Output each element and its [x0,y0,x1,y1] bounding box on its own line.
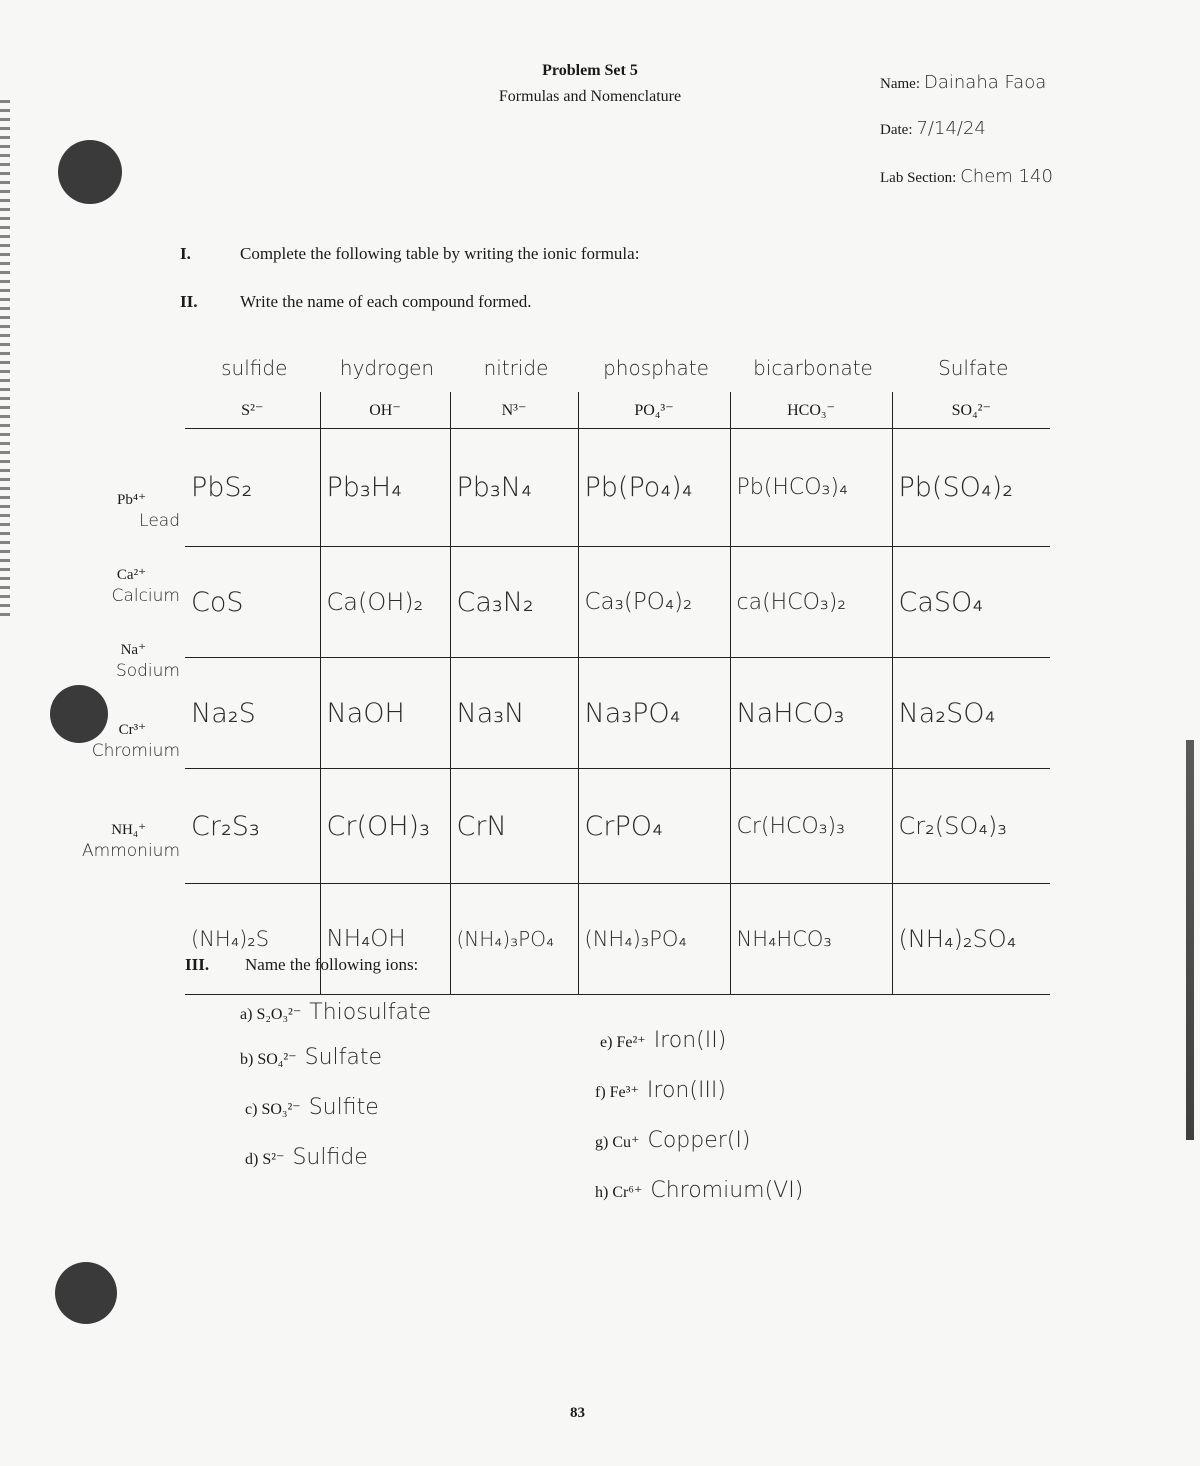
formula-cell: Pb(SO₄)₂ [892,429,1050,547]
cation-name: Ammonium [82,841,180,861]
anion-name: hydrogen [339,356,435,380]
anion-name: nitride [483,356,549,380]
page-number: 83 [570,1405,585,1421]
ion-label: f) [595,1084,606,1101]
section-3-heading [185,955,418,975]
ion-label: h) [595,1184,609,1201]
formula-cell: Na₂SO₄ [892,658,1050,769]
ion-answer: Iron(III) [646,1078,726,1103]
page-title: Problem Set 5 [542,62,638,79]
table-row-sodium [185,658,1050,769]
cation-symbol: Ca²⁺ [116,567,146,583]
instruction-2 [180,292,532,312]
cation-name: Sodium [115,661,180,681]
cation-symbol: Cr³⁺ [118,722,146,738]
scan-edge-right [1186,740,1194,1140]
section-3-text: Name the following ions: [245,955,419,974]
formula-cell: PbS₂ [185,429,320,547]
ion-answer: Chromium(VI) [650,1178,804,1203]
name-field [880,72,1046,93]
formula-cell: (NH₄)₃PO₄ [450,884,578,995]
formula-cell: NH₄OH [320,884,450,995]
ion-formula: Cu⁺ [612,1134,640,1151]
formula-cell: NH₄HCO₃ [730,884,892,995]
scan-edge-left [0,100,10,620]
instruction-1-number: I. [180,244,191,263]
formula-cell: NaHCO₃ [730,658,892,769]
ion-formula: SO₃²⁻ [261,1101,301,1118]
cation-symbol: Na⁺ [120,642,146,658]
binder-hole-bottom [55,1262,117,1324]
formula-cell: Pb(HCO₃)₄ [730,429,892,547]
instruction-1-text: Complete the following table by writing the ionic formula: [240,244,640,263]
formula-cell: CaSO₄ [892,547,1050,658]
formula-cell: NaOH [320,658,450,769]
formula-cell: Na₃N [450,658,578,769]
formula-cell: (NH₄)₂S [185,884,320,995]
anion-formula: SO₄²⁻ [951,402,991,419]
instruction-1 [180,244,639,264]
formula-cell: CrN [450,769,578,884]
ion-item-c [245,1095,379,1120]
ion-answer: Sulfide [292,1145,368,1170]
anion-header-bicarbonate [730,356,892,429]
anion-name: Sulfate [938,356,1009,380]
anion-name: sulfide [221,356,288,380]
ion-formula: Fe³⁺ [609,1084,639,1101]
cation-label-sodium [116,640,180,681]
date-value: 7/14/24 [916,118,986,139]
binder-hole-top [58,140,122,204]
ion-item-a [240,1000,431,1025]
anion-header-row [185,392,1050,429]
anion-header-hydroxide [320,356,450,429]
ion-label: d) [245,1151,259,1168]
instruction-2-number: II. [180,292,198,311]
cation-label-ammonium [82,820,180,861]
ion-answer: Sulfate [304,1045,383,1070]
anion-header-sulfide [185,356,320,429]
cation-label-lead [117,490,180,531]
formula-cell: Pb₃H₄ [320,429,450,547]
ion-label: c) [245,1101,258,1118]
formula-cell: Cr(OH)₃ [320,769,450,884]
ion-label: a) [240,1006,253,1023]
cation-name: Lead [139,511,180,531]
ion-item-e [600,1028,726,1053]
formula-cell: Cr(HCO₃)₃ [730,769,892,884]
page-subtitle: Formulas and Nomenclature [498,88,682,105]
ion-item-g [595,1128,750,1153]
cation-label-calcium [112,565,180,606]
ion-label: b) [240,1051,254,1068]
date-field [880,118,986,139]
anion-formula: HCO₃⁻ [787,402,835,419]
ion-answer: Sulfite [308,1095,379,1120]
cation-name: Chromium [91,741,180,761]
ion-label: g) [595,1134,609,1151]
date-label: Date: [880,122,913,138]
ion-label: e) [600,1034,613,1051]
ion-item-d [245,1145,368,1170]
ion-formula: S²⁻ [262,1151,285,1168]
lab-section-field [880,166,1053,187]
ion-answer: Copper(I) [647,1128,751,1153]
table-row-ammonium [185,884,1050,995]
ion-formula: SO₄²⁻ [257,1051,297,1068]
formula-cell: Cr₂S₃ [185,769,320,884]
anion-formula: PO₄³⁻ [634,402,674,419]
ion-item-f [595,1078,726,1103]
anion-name: phosphate [603,356,709,380]
formula-cell: Cr₂(SO₄)₃ [892,769,1050,884]
anion-name: bicarbonate [753,356,873,380]
ion-formula: Fe²⁺ [616,1034,646,1051]
cation-symbol: Pb⁴⁺ [117,492,146,508]
lab-value: Chem 140 [960,166,1053,187]
ion-answer: Iron(II) [653,1028,727,1053]
instruction-2-text: Write the name of each compound formed. [240,292,532,311]
formula-cell: CoS [185,547,320,658]
formula-cell: Na₂S [185,658,320,769]
anion-formula: N³⁻ [501,402,527,419]
anion-header-phosphate [578,356,730,429]
formula-cell: (NH₄)₂SO₄ [892,884,1050,995]
cation-label-chromium [92,720,180,761]
anion-header-nitride [450,356,578,429]
anion-formula: OH⁻ [369,402,401,419]
cation-name: Calcium [111,586,180,606]
formula-cell: Ca(OH)₂ [320,547,450,658]
table-row-chromium [185,769,1050,884]
formula-cell: (NH₄)₃PO₄ [578,884,730,995]
formula-cell: Pb₃N₄ [450,429,578,547]
section-3-number: III. [185,955,210,974]
formula-cell: Ca₃(PO₄)₂ [578,547,730,658]
formula-cell: Pb(Po₄)₄ [578,429,730,547]
formula-cell: Na₃PO₄ [578,658,730,769]
ion-item-h [595,1178,803,1203]
formula-cell: ca(HCO₃)₂ [730,547,892,658]
ion-formula: S₂O₃²⁻ [256,1006,302,1023]
formula-cell: Ca₃N₂ [450,547,578,658]
cation-symbol: NH₄⁺ [111,822,146,838]
name-value: Dainaha Faoa [923,72,1047,93]
ion-formula: Cr⁶⁺ [612,1184,643,1201]
anion-formula: S²⁻ [241,402,264,419]
table-row-calcium [185,547,1050,658]
ion-answer: Thiosulfate [309,1000,432,1025]
ionic-formula-table [185,356,1050,995]
formula-cell: CrPO₄ [578,769,730,884]
ion-item-b [240,1045,382,1070]
anion-header-sulfate [892,356,1050,429]
table-row-lead [185,429,1050,547]
lab-label: Lab Section: [880,170,957,186]
name-label: Name: [880,76,920,92]
